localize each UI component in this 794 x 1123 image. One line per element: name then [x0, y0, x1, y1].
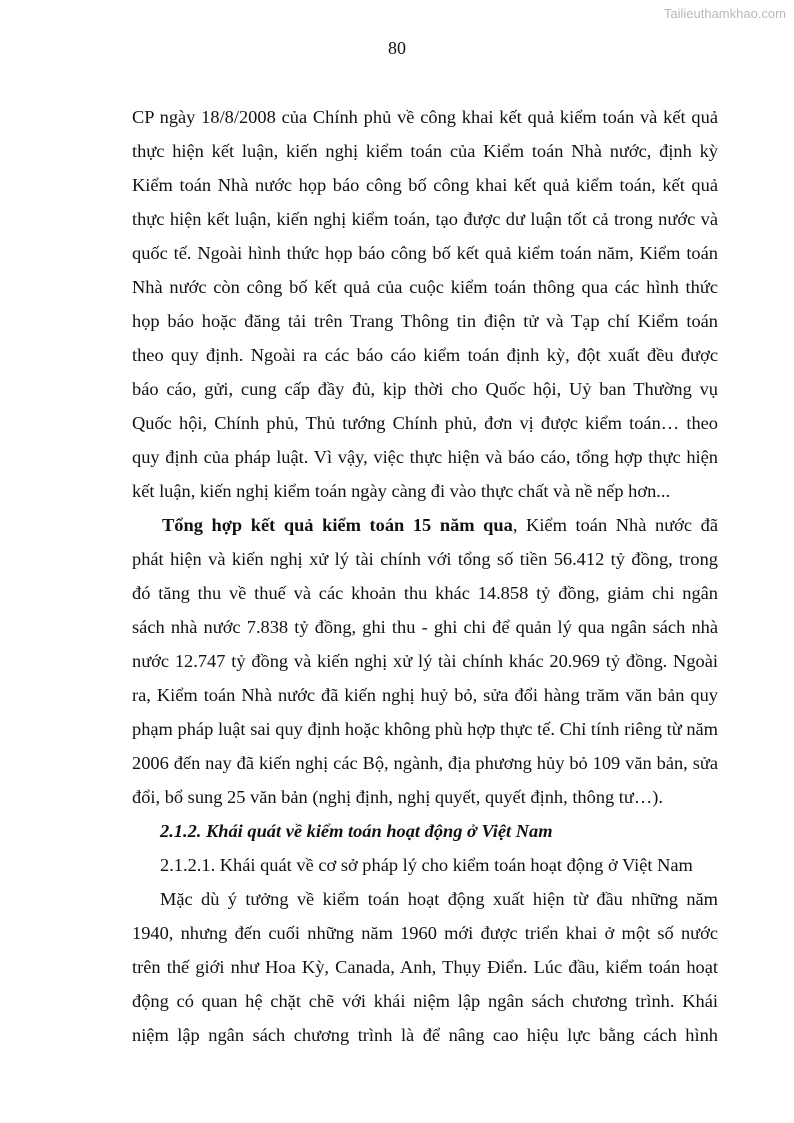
text-line: CP ngày 18/8/2008 của Chính phủ về công khai kết quả kiểm toán và kết quả: [132, 107, 718, 127]
text-line: động có quan hệ chặt chẽ với khái niệm lập ngân sách chương trình. Khái: [132, 991, 718, 1011]
text-line: họp báo hoặc đăng tải trên Trang Thông tin điện tử và Tạp chí Kiểm toán: [132, 311, 718, 331]
bold-phrase: Tổng hợp kết quả kiểm toán 15 năm qua: [162, 515, 513, 535]
text-line: Kiểm toán Nhà nước họp báo công bố công khai kết quả kiểm toán, kết quả: [132, 175, 718, 195]
text-line: Nhà nước còn công bố kết quả của cuộc kiểm toán thông qua các hình thức: [132, 277, 718, 297]
text-line: báo cáo, gửi, cung cấp đầy đủ, kịp thời cho Quốc hội, Uỷ ban Thường vụ: [132, 379, 718, 399]
text-line: đó tăng thu về thuế và các khoản thu khác 14.858 tỷ đồng, giảm chi ngân: [132, 583, 718, 603]
text-line: quốc tế. Ngoài hình thức họp báo công bố kết quả kiểm toán năm, Kiểm toán: [132, 243, 718, 263]
paragraph-performance-audit-origins: [132, 882, 718, 1052]
paragraph-public-disclosure: [132, 100, 718, 508]
text-line: phạm pháp luật sai quy định hoặc không phù hợp thực tế. Chỉ tính riêng từ năm: [132, 719, 718, 739]
text-line: thực hiện kết luận, kiến nghị kiểm toán, tạo được dư luận tốt cả trong nước và: [132, 209, 718, 229]
text-line: đổi, bổ sung 25 văn bản (nghị định, nghị quyết, quyết định, thông tư…).: [132, 787, 663, 807]
text-line: sách nhà nước 7.838 tỷ đồng, ghi thu - ghi chi để quản lý qua ngân sách nhà: [132, 617, 718, 637]
text-line: thực hiện kết luận, kiến nghị kiểm toán của Kiểm toán Nhà nước, định kỳ: [132, 141, 718, 161]
text-line: 2006 đến nay đã kiến nghị các Bộ, ngành, địa phương hủy bỏ 109 văn bản, sửa: [132, 753, 718, 773]
text-line: niệm lập ngân sách chương trình là để nâng cao hiệu lực bằng cách hình: [132, 1025, 718, 1045]
section-heading-2-1-2: 2.1.2. Khái quát về kiểm toán hoạt động ở Việt Nam: [160, 821, 553, 841]
text-line: 1940, nhưng đến cuối những năm 1960 mới được triển khai ở một số nước: [132, 923, 718, 943]
text-run: , Kiểm toán Nhà nước đã: [512, 515, 719, 535]
watermark: Tailieuthamkhao.com: [663, 6, 786, 21]
text-line: kết luận, kiến nghị kiểm toán ngày càng đi vào thực chất và nề nếp hơn...: [132, 481, 671, 501]
text-line: Mặc dù ý tưởng về kiểm toán hoạt động xuất hiện từ đầu những năm: [160, 889, 718, 909]
section-heading-2-1-2-1: 2.1.2.1. Khái quát về cơ sở pháp lý cho kiểm toán hoạt động ở Việt Nam: [160, 855, 693, 875]
document-body: [132, 100, 718, 1052]
text-line: trên thế giới như Hoa Kỳ, Canada, Anh, Thụy Điển. Lúc đầu, kiểm toán hoạt: [132, 957, 718, 977]
text-line: quy định của pháp luật. Vì vậy, việc thực hiện và báo cáo, tổng hợp thực hiện: [132, 447, 718, 467]
text-line: Quốc hội, Chính phủ, Thủ tướng Chính phủ, đơn vị được kiểm toán… theo: [132, 413, 718, 433]
text-line: nước 12.747 tỷ đồng và kiến nghị xử lý tài chính khác 20.969 tỷ đồng. Ngoài: [132, 651, 718, 671]
text-line: [132, 508, 718, 542]
text-line: phát hiện và kiến nghị xử lý tài chính với tổng số tiền 56.412 tỷ đồng, trong: [132, 549, 718, 569]
text-line: theo quy định. Ngoài ra các báo cáo kiểm toán định kỳ, đột xuất đều được: [132, 345, 718, 365]
page-number: 80: [388, 38, 406, 58]
text-line: ra, Kiểm toán Nhà nước đã kiến nghị huỷ bỏ, sửa đổi hàng trăm văn bản quy: [132, 685, 718, 705]
paragraph-15-year-results: [132, 508, 718, 814]
